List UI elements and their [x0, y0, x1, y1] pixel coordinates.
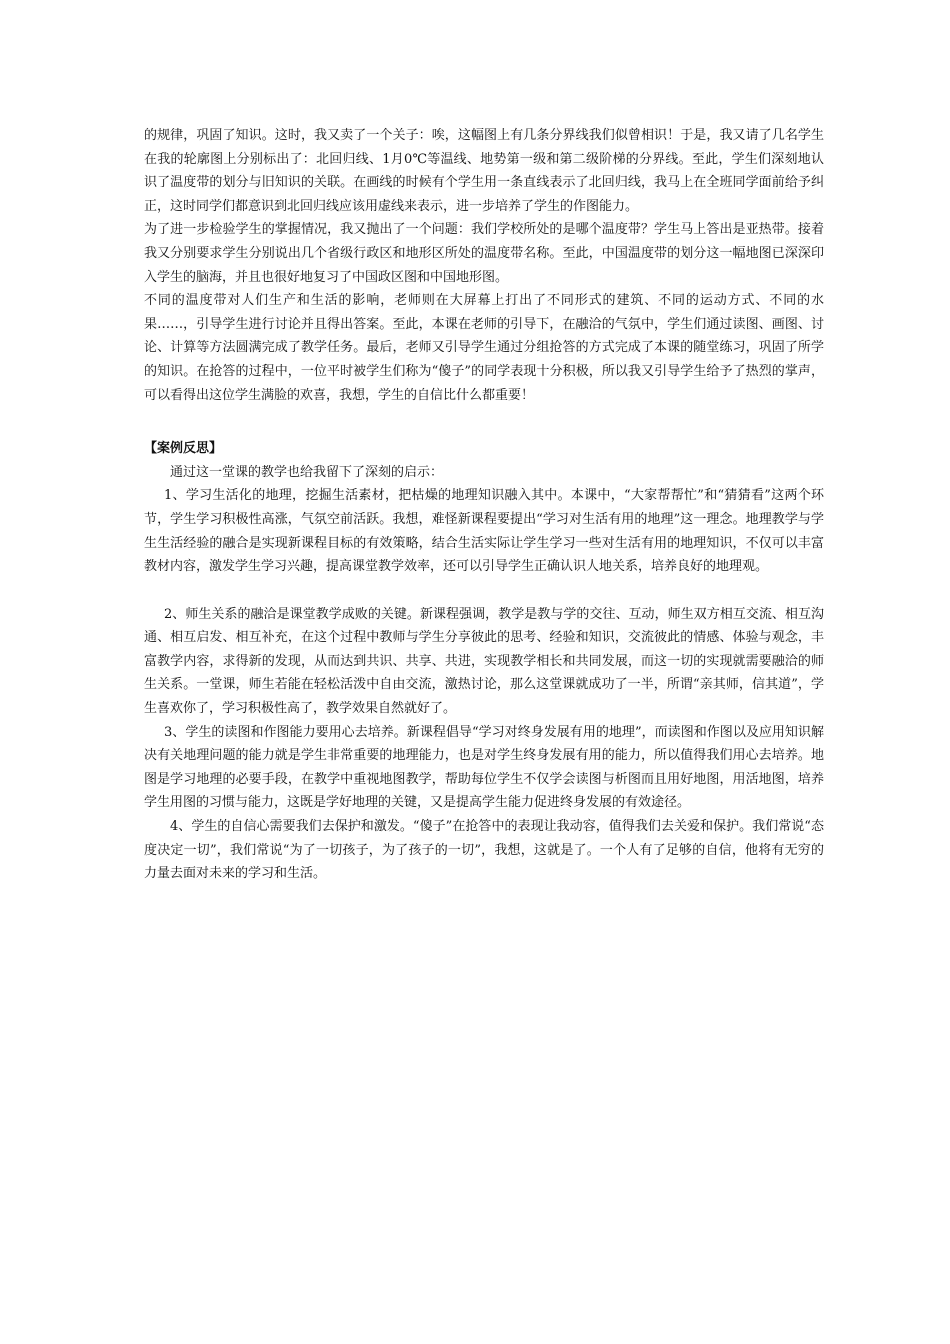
paragraph-class-summary: 不同的温度带对人们生产和生活的影响，老师则在大屏幕上打出了不同形式的建筑、不同的运动方式、不同的水果……，引导学生进行讨论并且得出答案。至此，本课在老师的引导下，在融洽的气氛中，学生们通过读图、画图、讨论、计算等方法圆满完成了教学任务。最后，老师又引导学生通过分组抢答的方式完成了本课的随堂练习，巩固了所学的知识。在抢答的过程中，一位平时被学生们称为“傻子”的同学表现十分积极，所以我又引导学生给予了热烈的掌声，可以看得出这位学生满脸的欢喜，我想，学生的自信比什么都重要！ — [144, 293, 824, 403]
document-body — [144, 124, 824, 886]
paragraph-drawing-lines: 的规律，巩固了知识。这时，我又卖了一个关子：唉，这幅图上有几条分界线我们似曾相识！于是，我又请了几名学生在我的轮廓图上分别标出了：北回归线、1月0℃等温线、地势第一级和第二级阶梯的分界线。至此，学生们深刻地认识了温度带的划分与旧知识的关联。在画线的时候有个学生用一条直线表示了北回归线，我马上在全班同学面前给予纠正，这时同学们都意识到北回归线应该用虚线来表示，进一步培养了学生的作图能力。 — [144, 128, 824, 214]
reflection-point-4: 4、学生的自信心需要我们去保护和激发。“傻子”在抢答中的表现让我动容，值得我们去关爱和保护。我们常说“态度决定一切”，我们常说“为了一切孩子，为了孩子的一切”，我想，这就是了。一个人有了足够的自信，他将有无穷的力量去面对未来的学习和生活。 — [144, 819, 824, 882]
reflection-intro: 通过这一堂课的教学也给我留下了深刻的启示： — [170, 464, 444, 480]
reflection-heading: 【案例反思】 — [144, 441, 223, 457]
paragraph-temperature-zone-question: 为了进一步检验学生的掌握情况，我又抛出了一个问题：我们学校所处的是哪个温度带？学生马上答出是亚热带。接着我又分别要求学生分别说出几个省级行政区和地形区所处的温度带名称。至此，中国温度带的划分这一幅地图已深深印入学生的脑海，并且也很好地复习了中国政区图和中国地形图。 — [144, 222, 824, 285]
reflection-point-2: 2、师生关系的融洽是课堂教学成败的关键。新课程强调，教学是教与学的交往、互动，师生双方相互交流、相互沟通、相互启发、相互补充，在这个过程中教师与学生分享彼此的思考、经验和知识，交流彼此的情感、体验与观念，丰富教学内容，求得新的发现，从而达到共识、共享、共进，实现教学相长和共同发展，而这一切的实现就需要融洽的师生关系。一堂课，师生若能在轻松活泼中自由交流，激热讨论，那么这堂课就成功了一半，所谓“亲其师，信其道”，学生喜欢你了，学习积极性高了，教学效果自然就好了。 — [144, 606, 824, 717]
reflection-point-1: 1、学习生活化的地理，挖掘生活素材，把枯燥的地理知识融入其中。本课中，“大家帮帮忙”和“猜猜看”这两个环节，学生学习积极性高涨，气氛空前活跃。我想，难怪新课程要提出“学习对生活有用的地理”这一理念。地理教学与学生生活经验的融合是实现新课程目标的有效策略，结合生活实际让学生学习一些对生活有用的地理知识，不仅可以丰富教材内容，激发学生学习兴趣，提高课堂教学效率，还可以引导学生正确认识人地关系，培养良好的地理观。 — [144, 488, 824, 575]
reflection-point-3: 3、学生的读图和作图能力要用心去培养。新课程倡导“学习对终身发展有用的地理”，而读图和作图以及应用知识解决有关地理问题的能力就是学生非常重要的地理能力，也是对学生终身发展有用的能力，所以值得我们用心去培养。地图是学习地理的必要手段，在教学中重视地图教学，帮助每位学生不仅学会读图与析图而且用好地图，用活地图，培养学生用图的习惯与能力，这既是学好地理的关键，又是提高学生能力促进终身发展的有效途径。 — [144, 724, 824, 811]
